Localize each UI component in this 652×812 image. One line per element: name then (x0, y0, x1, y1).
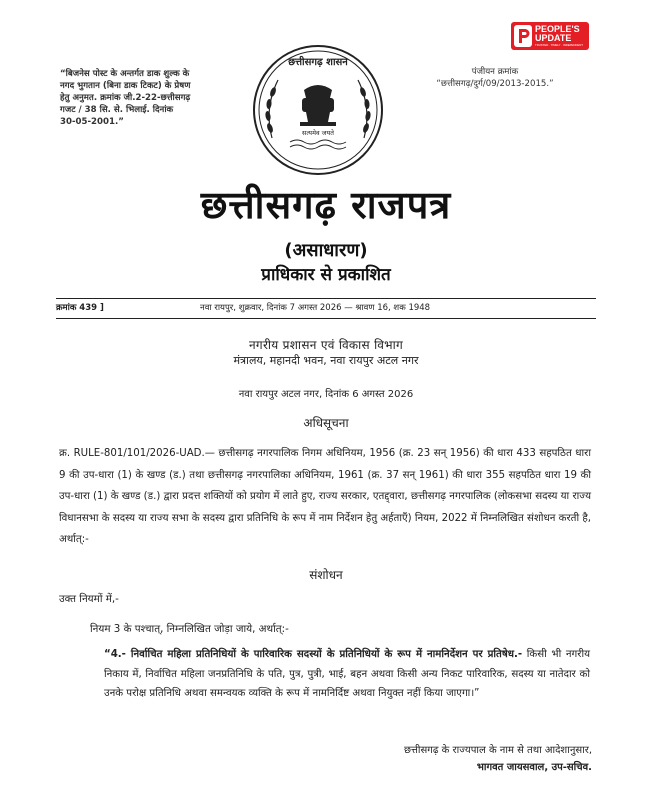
issue-date: नवा रायपुर, शुक्रवार, दिनांक 7 अगस्त 2026 — श्रावण 16, शक 1948 (200, 303, 431, 313)
postal-line: हेतु अनुमत. क्रमांक जी.2-22-छत्तीसगढ़ (60, 93, 191, 103)
logo-line2: UPDATE (535, 33, 572, 43)
postal-line: “बिजनेस पोस्ट के अन्तर्गत डाक शुल्क के (60, 69, 190, 79)
postal-note (60, 68, 208, 128)
signatory: भागवत जायसवाल, उप-सचिव. (476, 762, 592, 773)
postal-line: नगद भुगतान (बिना डाक टिकट) के प्रेषण (60, 81, 191, 91)
new-rule-clause (104, 645, 590, 704)
clause-text: किसी भी नगरीय निकाय में, निर्वाचित महिला जनप्रतिनिधि के पति, पुत्र, पुत्री, भाई, बहन अथवा किसी अन्य निकट पारिवारिक, सदस्य या नातेदार को उनके परोक्ष प्रतिनिधि अथवा समन्वयक व्यक्ति के रूप में नामनिर्दिष्ट अथवा नियुक्त नहीं किया जाएगा।” (104, 649, 590, 700)
order-line: छत्तीसगढ़ के राज्यपाल के नाम से तथा आदेशानुसार, (403, 745, 592, 756)
gazette-authority: प्राधिकार से प्रकाशित (261, 265, 391, 285)
gazette-title: छत्तीसगढ़ राजपत्र (200, 182, 452, 227)
emblem-motto: सत्यमेव जयते (302, 129, 334, 137)
amendment-heading: संशोधन (309, 568, 343, 582)
gazette-subtitle: (असाधारण) (284, 240, 368, 261)
registration-label: पंजीयन क्रमांक (471, 67, 519, 77)
place-date: नवा रायपुर अटल नगर, दिनांक 6 अगस्त 2026 (238, 389, 414, 400)
registration-block (420, 66, 570, 90)
registration-number: “छत्तीसगढ़/दुर्ग/09/2013-2015.” (436, 79, 554, 89)
clause-title: “4.- निर्वाचित महिला प्रतिनिधियों के पारिवारिक सदस्यों के प्रतिनिधियों के रूप में नामनिर्देशन पर प्रतिषेध.- (104, 649, 523, 660)
peoples-update-logo (511, 22, 589, 50)
bottom-rule (56, 318, 596, 319)
emblem-top-text: छत्तीसगढ़ शासन (288, 57, 348, 68)
notification-body: क्र. RULE-801/101/2026-UAD.— छत्तीसगढ़ नगरपालिक निगम अधिनियम, 1956 (क्र. 23 सन् 1956) की धारा 433 सहपठित धारा 9 की उप-धारा (1) के खण्ड (ड.) तथा छत्तीसगढ़ नगरपालिका अधिनियम, 1961 (क्र. 37 सन् 1961) की धारा 355 सहपठित धारा 19 की उप-धारा (1) के खण्ड (ड.) द्वारा प्रदत्त शक्तियों को प्रयोग में लाते हुए, राज्य सरकार, एतद्द्वारा, छत्तीसगढ़ नगरपालिक (लोकसभा सदस्य या राज्य विधानसभा के सदस्य या राज्य सभा के सदस्य द्वारा प्रतिनिधि के रूप में नाम निर्देशन हेतु अर्हताएँ) नियम, 2022 में निम्नलिखित संशोधन करती है, अर्थात्:- (59, 448, 591, 546)
rule-insert-line: नियम 3 के पश्चात्, निम्नलिखित जोड़ा जाये, अर्थात्:- (90, 623, 289, 635)
department-name: नगरीय प्रशासन एवं विकास विभाग (248, 338, 404, 352)
department-address: मंत्रालय, महानदी भवन, नवा रायपुर अटल नगर (233, 354, 419, 367)
postal-line: 30-05-2001.” (60, 117, 124, 127)
logo-line1: PEOPLE'S (535, 24, 580, 34)
issue-number: क्रमांक 439 ] (56, 303, 104, 313)
postal-line: गजट / 38 सि. से. भिलाई. दिनांक (60, 105, 174, 115)
notification-heading: अधिसूचना (303, 416, 349, 430)
top-rule (56, 298, 596, 299)
state-emblem (250, 42, 386, 178)
logo-tagline: TRUSTED · TIMELY · INDEPENDENT (535, 43, 584, 47)
rules-intro: उक्त नियमों में,- (59, 593, 119, 605)
